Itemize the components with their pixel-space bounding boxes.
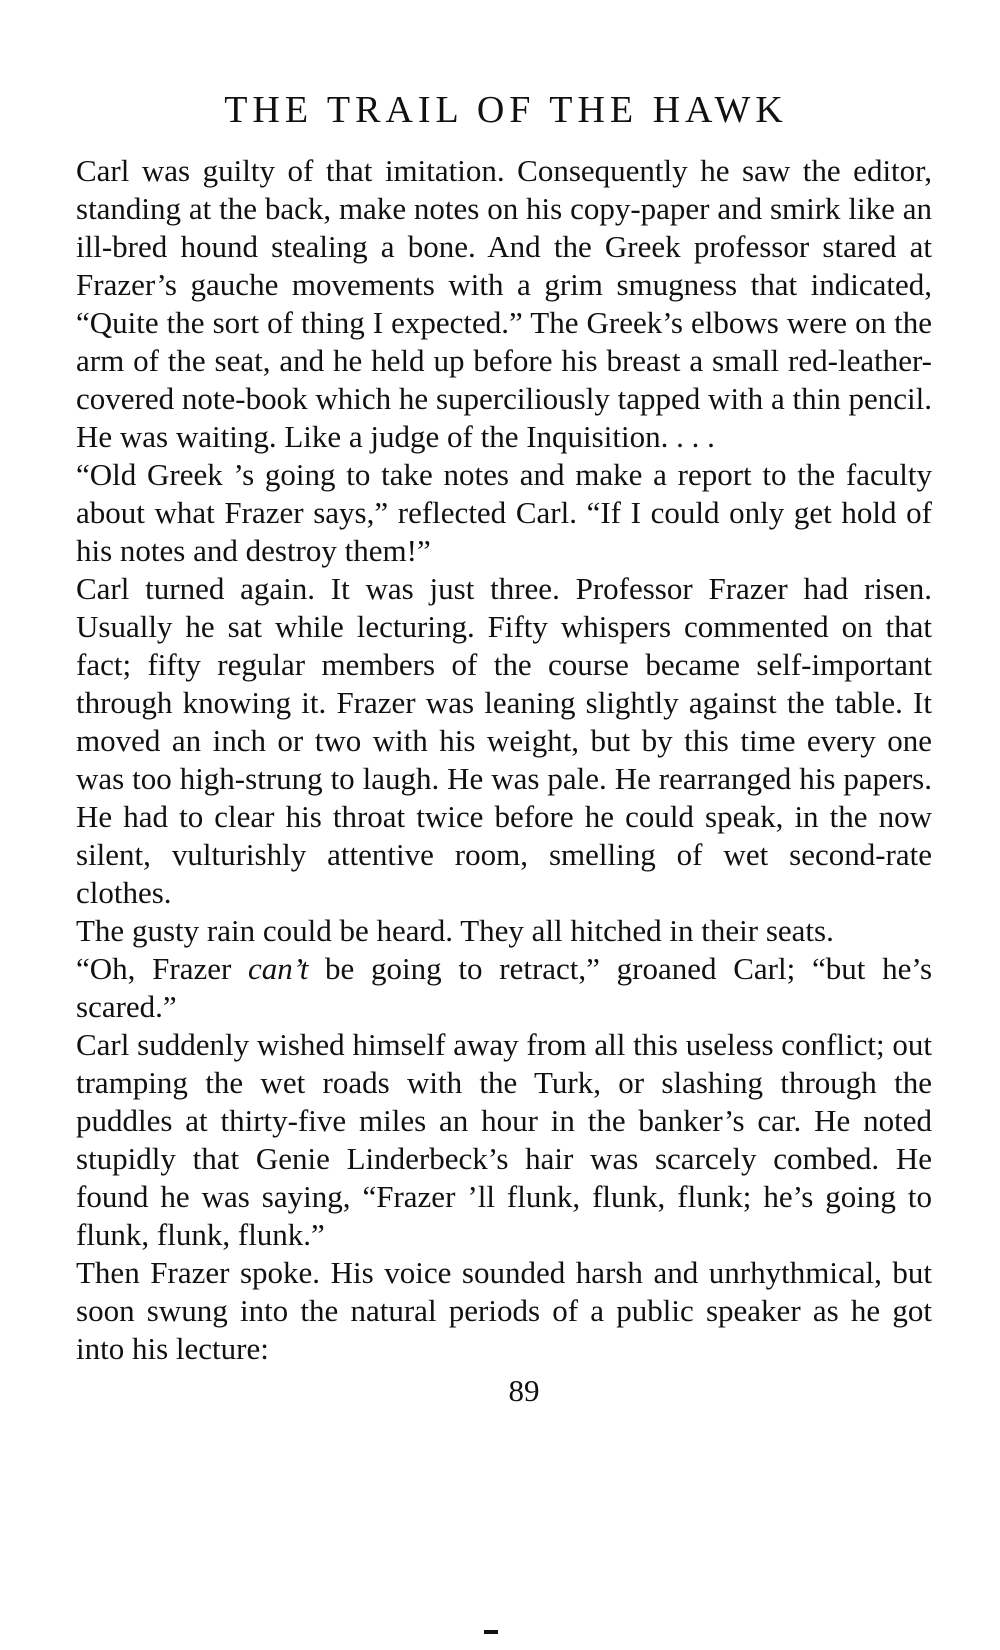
paragraph: Carl suddenly wished himself away from all this useless conflict; out tramping the wet roads with the Turk, or slashing through the puddles at thirty-five miles an hour in the banker’s car. He noted stupidly that Genie Linderbeck’s hair was scarcely combed. He found he was saying, “Frazer ’ll flunk, flunk, flunk; he’s going to flunk, flunk, flunk.” bbox=[76, 1027, 932, 1252]
running-head: THE TRAIL OF THE HAWK bbox=[224, 89, 788, 131]
page-number: 89 bbox=[508, 1373, 540, 1408]
paragraph bbox=[76, 950, 932, 1026]
paragraph-text: be going to retract,” groaned Carl; “but he’s scared.” bbox=[76, 951, 933, 1024]
book-page bbox=[76, 88, 932, 1410]
paragraph: The gusty rain could be heard. They all hitched in their seats. bbox=[76, 913, 834, 948]
printer-mark bbox=[484, 1630, 498, 1634]
paragraph: “Old Greek ’s going to take notes and make a report to the faculty about what Frazer says,” reflected Carl. “If I could only get hold of his notes and destroy them!” bbox=[76, 457, 932, 568]
paragraph-text: “Oh, Frazer bbox=[76, 951, 249, 986]
paragraph: Then Frazer spoke. His voice sounded harsh and unrhythmical, but soon swung into the natural periods of a public speaker as he got into his lecture: bbox=[76, 1255, 932, 1366]
paragraph: Carl was guilty of that imitation. Consequently he saw the editor, standing at the back, make notes on his copy-paper and smirk like an ill-bred hound stealing a bone. And the Greek professor stared at Frazer’s gauche movements with a grim smugness that indicated, “Quite the sort of thing I expected.” The Greek’s elbows were on the arm of the seat, and he held up before his breast a small red-leather-covered note-book which he superciliously tapped with a thin pencil. He was waiting. Like a judge of the Inquisition. . . . bbox=[76, 153, 932, 454]
paragraph: Carl turned again. It was just three. Professor Frazer had risen. Usually he sat while lecturing. Fifty whispers commented on that fact; fifty regular members of the course became self-important through knowing it. Frazer was leaning slightly against the table. It moved an inch or two with his weight, but by this time every one was too high-strung to laugh. He was pale. He rearranged his papers. He had to clear his throat twice before he could speak, in the now silent, vulturishly attentive room, smelling of wet second-rate clothes. bbox=[76, 571, 932, 910]
body-text bbox=[76, 152, 932, 1368]
italic-text: can’t bbox=[248, 951, 309, 986]
